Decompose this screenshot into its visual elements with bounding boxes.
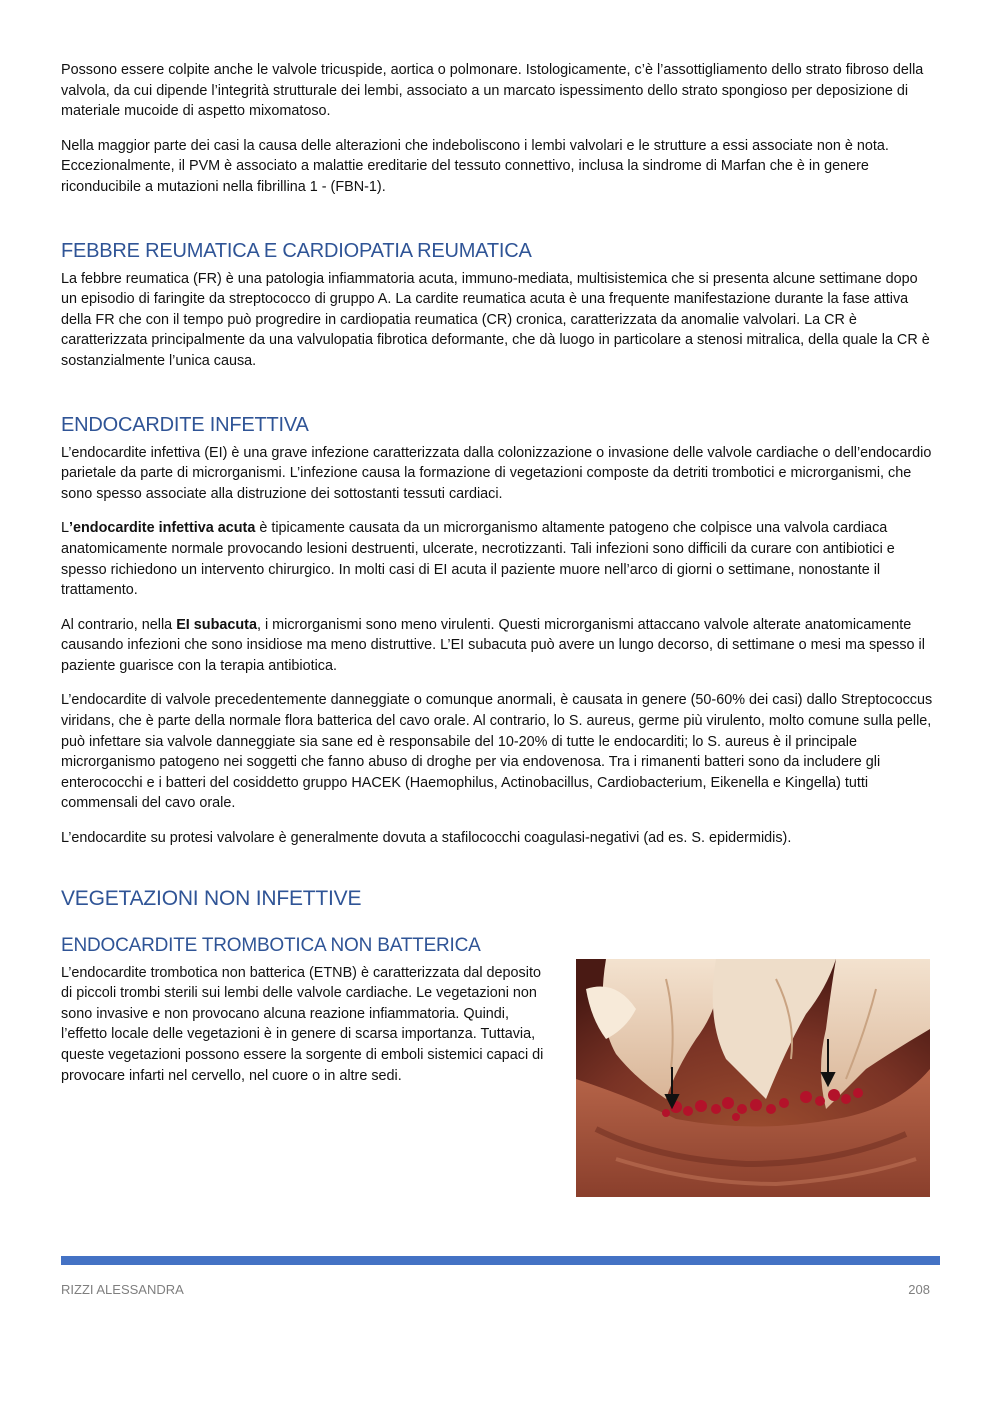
page-content bbox=[61, 60, 937, 1100]
heading-febbre-reumatica: FEBBRE REUMATICA E CARDIOPATIA REUMATICA bbox=[61, 239, 532, 262]
endocardite-p3-prefix: Al contrario, nella bbox=[61, 616, 177, 633]
footer-rule bbox=[61, 1256, 940, 1265]
endocardite-p2-prefix: L bbox=[61, 520, 70, 537]
endocardite-acuta-term: ’endocardite infettiva acuta bbox=[69, 520, 256, 537]
heading-endocardite-infettiva: ENDOCARDITE INFETTIVA bbox=[61, 413, 309, 436]
footer-author: RIZZI ALESSANDRA bbox=[61, 1282, 184, 1297]
page-number: 208 bbox=[908, 1282, 930, 1297]
heading-vegetazioni-non-infettive: VEGETAZIONI NON INFETTIVE bbox=[61, 886, 362, 910]
endocardite-p2-rest: è tipicamente causata da un microrganismo altamente patogeno che colpisce una valvola cardiaca anatomicamente normale provocando lesioni destruenti, ulcerate, necrotizzanti. Tali infezioni sono difficili da curare con antibiotici e spesso richiedono un intervento chirurgico. In molti casi di EI acuta il paziente muore nell’arco di giorni o settimane, nonostante il trattamento. bbox=[61, 520, 895, 599]
ei-subacuta-term: EI subacuta bbox=[176, 616, 257, 633]
endocardite-paragraph-4: L’endocardite di valvole precedentemente danneggiate o comunque anormali, è causata in genere (50-60% dei casi) dallo Streptococcus viridans, che è parte della normale flora batterica del cavo orale. Al contrario, lo S. aureus, germe più virulento, molto comune sulla pelle, può infettare sia valvole danneggiate sia sane ed è responsabile del 10-20% di tutte le endocarditi; lo S. aureus è il principale microrganismo patogeno nei soggetti che fanno abuso di droghe per via endovenosa. Tra i rimanenti batteri sono da includere gli enterococchi e i batteri del cosiddetto gruppo HACEK (Haemophilus, Actinobacillus, Cardiobacterium, Eikenella e Kingella) tutti commensali del cavo orale. bbox=[61, 692, 933, 812]
heading-etnb: ENDOCARDITE TROMBOTICA NON BATTERICA bbox=[61, 934, 481, 956]
intro-paragraph-2: Nella maggior parte dei casi la causa delle alterazioni che indeboliscono i lembi valvolari e le strutture a essi associate non è nota. Eccezionalmente, il PVM è associato a malattie ereditarie del tessuto connettivo, inclusa la sindrome di Marfan che è in genere riconducibile a mutazioni nella fibrillina 1 - (FBN-1). bbox=[61, 137, 889, 195]
etnb-paragraph-1: L’endocardite trombotica non batterica (ETNB) è caratterizzata dal deposito di piccoli trombi sterili sui lembi delle valvole cardiache. Le vegetazioni non sono invasive e non provocano alcuna reazione infiammatoria. Quindi, l’effetto locale delle vegetazioni è in genere di scarsa importanza. Tuttavia, queste vegetazioni possono essere la sorgente di emboli sistemici capaci di provocare infarti nel cervello, nel cuore o in altre sedi. bbox=[61, 964, 544, 1084]
endocardite-paragraph-3 bbox=[61, 615, 937, 677]
intro-paragraph-1: Possono essere colpite anche le valvole tricuspide, aortica o polmonare. Istologicamente, c’è l’assottigliamento dello strato fibroso della valvola, da cui dipende l’integrità strutturale dei lembi, associato a un marcato ispessimento dello strato spongioso per deposizione di materiale mucoide di aspetto mixomatoso. bbox=[61, 62, 924, 120]
endocardite-paragraph-2 bbox=[61, 518, 937, 600]
etnb-section bbox=[61, 963, 937, 1087]
endocardite-paragraph-5: L’endocardite su protesi valvolare è generalmente dovuta a stafilococchi coagulasi-negativi (ad es. S. epidermidis). bbox=[61, 830, 792, 847]
febbre-paragraph-1: La febbre reumatica (FR) è una patologia infiammatoria acuta, immuno-mediata, multisistemica che si presenta alcune settimane dopo un episodio di faringite da streptococco di gruppo A. La cardite reumatica acuta è una frequente manifestazione durante la fase attiva della FR che con il tempo può progredire in cardiopatia reumatica (CR) cronica, caratterizzata da anomalie valvolari. La CR è caratterizzata principalmente da una valvulopatia fibrotica deformante, che dà luogo in particolare a stenosi mitralica, della quale la CR è sostanzialmente l’unica causa. bbox=[61, 270, 930, 369]
endocardite-p3-rest: , i microrganismi sono meno virulenti. Questi microrganismi attaccano valvole alterate anatomicamente causando infezioni che sono insidiose ma meno distruttive. L’EI subacuta può avere un lungo decorso, di settimane o mesi ma spesso il paziente guarisce con la terapia antibiotica. bbox=[61, 616, 925, 674]
heart-valve-photo-icon bbox=[576, 959, 930, 1197]
endocardite-paragraph-1: L’endocardite infettiva (EI) è una grave infezione caratterizzata dalla colonizzazione o invasione delle valvole cardiache o dell’endocardio parietale da parte di microrganismi. L’infezione causa la formazione di vegetazioni composte da detriti trombotici e microrganismi, che sono spesso associate alla distruzione dei sottostanti tessuti cardiaci. bbox=[61, 444, 932, 502]
